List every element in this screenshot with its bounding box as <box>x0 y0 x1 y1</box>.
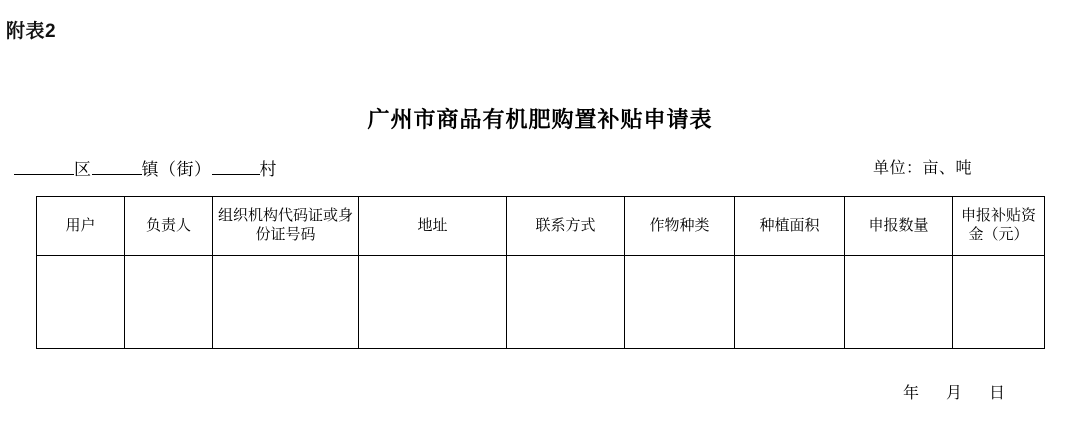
town-label: 镇（街） <box>141 160 212 179</box>
table-cell[interactable] <box>125 256 213 349</box>
unit-note: 单位：亩、吨 <box>872 160 972 177</box>
subsidy-application-table <box>36 196 1045 349</box>
table-header-cell: 负责人 <box>125 197 213 256</box>
table-cell[interactable] <box>507 256 625 349</box>
district-blank[interactable] <box>14 174 74 175</box>
table-cell[interactable] <box>213 256 359 349</box>
town-blank[interactable] <box>92 174 142 175</box>
table-cell[interactable] <box>845 256 953 349</box>
table-header-row <box>37 197 1045 256</box>
footer-day-label: 日 <box>988 385 1006 402</box>
table-header-cell: 申报补贴资金（元） <box>953 197 1045 256</box>
page-title: 广州市商品有机肥购置补贴申请表 <box>367 107 713 132</box>
table-header-cell: 作物种类 <box>625 197 735 256</box>
village-blank[interactable] <box>212 174 260 175</box>
table-cell[interactable] <box>359 256 507 349</box>
footer-year-label: 年 <box>902 385 920 402</box>
table-cell[interactable] <box>625 256 735 349</box>
table-header-cell: 联系方式 <box>507 197 625 256</box>
table-header-cell: 组织机构代码证或身份证号码 <box>213 197 359 256</box>
table-header-cell: 地址 <box>359 197 507 256</box>
table-cell[interactable] <box>735 256 845 349</box>
attachment-label: 附表2 <box>6 21 57 42</box>
table-cell[interactable] <box>37 256 125 349</box>
footer-date <box>903 380 1006 403</box>
table-header-cell: 用户 <box>37 197 125 256</box>
table-header-cell: 种植面积 <box>735 197 845 256</box>
location-line <box>14 155 277 180</box>
table-cell[interactable] <box>953 256 1045 349</box>
district-label: 区 <box>74 160 92 179</box>
table-header-cell: 申报数量 <box>845 197 953 256</box>
table-row <box>37 256 1045 349</box>
footer-month-label: 月 <box>945 385 963 402</box>
village-label: 村 <box>259 160 277 179</box>
